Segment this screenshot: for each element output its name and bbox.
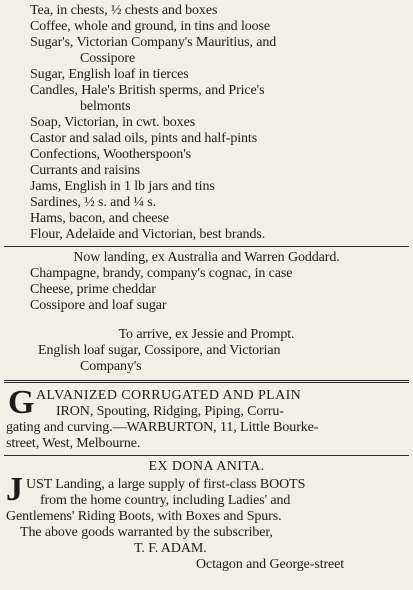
list-item: Soap, Victorian, in cwt. boxes (30, 115, 196, 130)
divider (4, 455, 409, 456)
list-item: Sugar, English loaf in tierces (30, 67, 189, 82)
divider (4, 246, 409, 247)
list-item: Confections, Wootherspoon's (30, 147, 191, 162)
list-item: Cossipore and loaf sugar (30, 298, 167, 313)
list-item: Castor and salad oils, pints and half-pints (30, 131, 258, 146)
drop-cap: G (8, 384, 35, 421)
ad-heading: EX DONA ANITA. (148, 459, 265, 474)
list-item: Candles, Hale's British sperms, and Price's (30, 83, 265, 98)
list-item: Tea, in chests, ½ chests and boxes (30, 3, 218, 18)
ad-text: Gentlemens' Riding Boots, with Boxes and Spurs. (6, 509, 282, 524)
list-item: Jams, English in 1 lb jars and tins (30, 179, 215, 194)
list-item-continuation: Cossipore (80, 51, 136, 66)
signature: T. F. ADAM. (134, 541, 207, 556)
list-item: Coffee, whole and ground, in tins and loose (30, 19, 271, 34)
list-item (30, 35, 409, 51)
list-item: Currants and raisins (30, 163, 140, 178)
list-item-continuation: Company's (80, 359, 142, 374)
list-item: Hams, bacon, and cheese (30, 211, 169, 226)
ad-headline: ALVANIZED CORRUGATED AND PLAIN (36, 388, 302, 403)
section-heading: Now landing, ex Australia and Warren Goddard. (73, 250, 340, 265)
ad-text: IRON, Spouting, Ridging, Piping, Corru- (56, 404, 284, 419)
list-item-text: Sugar's, Victorian Company's Mauritius, and (30, 35, 277, 50)
list-item: Sardines, ½ s. and ¼ s. (30, 195, 157, 210)
ad-text: The above goods warranted by the subscriber, (20, 525, 273, 540)
divider (4, 380, 409, 383)
section-heading: To arrive, ex Jessie and Prompt. (118, 327, 295, 342)
ad-text: UST Landing, a large supply of first-class BOOTS (26, 477, 306, 492)
ad-text: street, West, Melbourne. (6, 436, 141, 451)
list-item-continuation: belmonts (80, 99, 131, 114)
list-item: Flour, Adelaide and Victorian, best brands. (30, 227, 266, 242)
list-item: Cheese, prime cheddar (30, 282, 156, 297)
list-item: Champagne, brandy, company's cognac, in case (30, 266, 293, 281)
address: Octagon and George-street (196, 557, 345, 572)
ad-text: gating and curving.—WARBURTON, 11, Little Bourke- (6, 420, 319, 435)
drop-cap: J (6, 471, 23, 508)
ad-text: from the home country, including Ladies' and (40, 493, 291, 508)
list-item: English loaf sugar, Cossipore, and Victorian (38, 343, 281, 358)
